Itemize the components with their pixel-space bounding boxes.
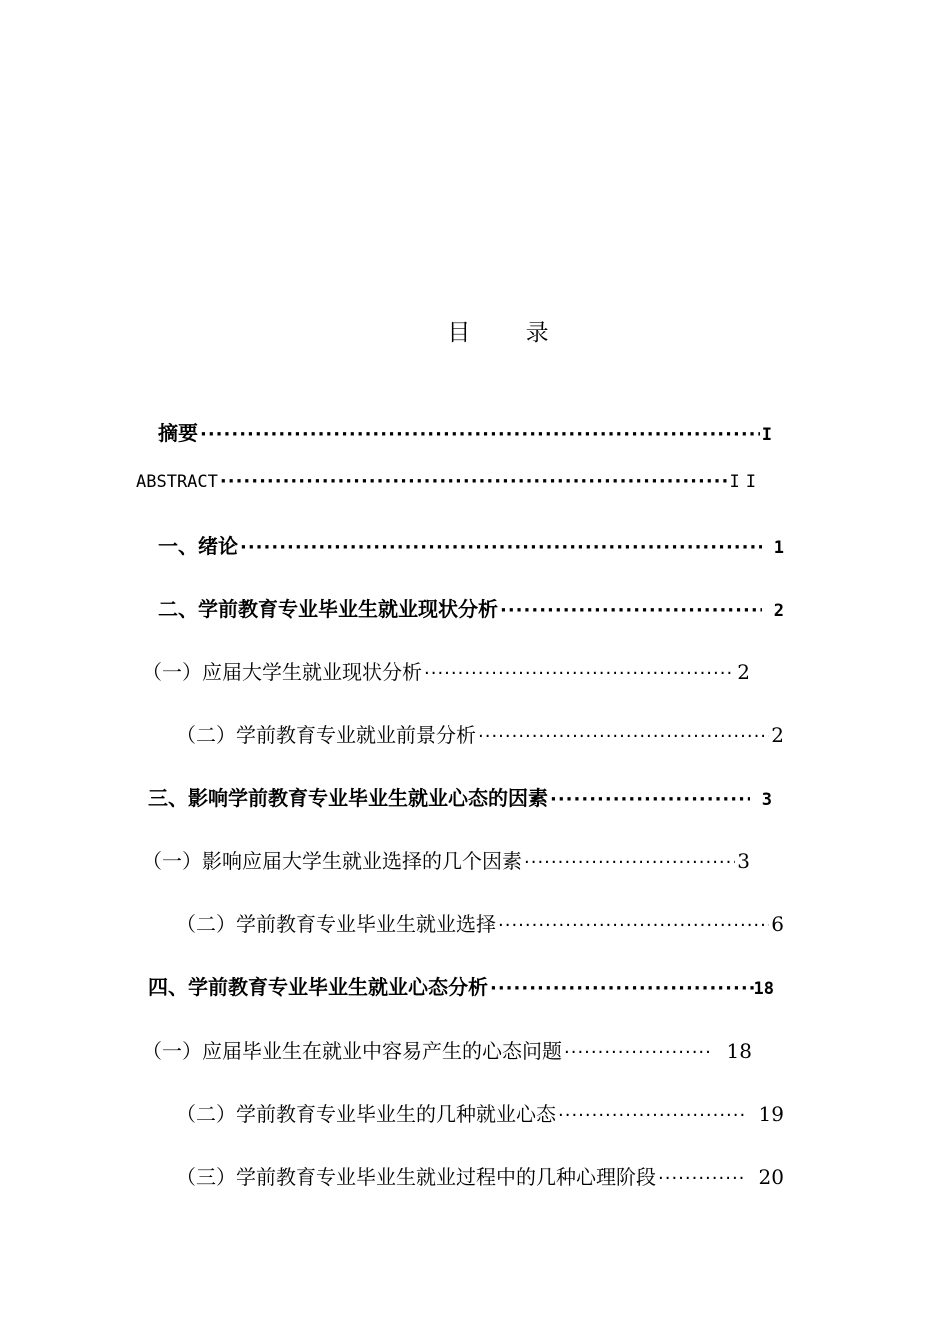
toc-entry-page: 3 bbox=[737, 849, 750, 873]
toc-leader-dots bbox=[240, 533, 762, 563]
toc-leader-dots bbox=[524, 848, 735, 878]
toc-entry-label: （一）影响应届大学生就业选择的几个因素 bbox=[142, 849, 522, 873]
toc-entry-label: 摘要 bbox=[158, 421, 198, 445]
toc-entry-abstract-cn[interactable] bbox=[158, 418, 772, 448]
toc-leader-dots bbox=[478, 722, 769, 752]
toc-leader-dots bbox=[550, 785, 750, 815]
toc-entry-label: 三、影响学前教育专业毕业生就业心态的因素 bbox=[148, 786, 548, 810]
toc-entry-label: （三）学前教育专业毕业生就业过程中的几种心理阶段 bbox=[176, 1165, 656, 1189]
toc-entry-page: 2 bbox=[737, 660, 750, 684]
toc-entry-section-2-1[interactable] bbox=[142, 657, 750, 687]
toc-entry-section-2-2[interactable] bbox=[176, 720, 784, 750]
toc-entry-page: 19 bbox=[758, 1102, 784, 1126]
toc-leader-dots bbox=[424, 659, 735, 689]
toc-entry-chapter-4[interactable] bbox=[148, 972, 774, 1002]
toc-entry-page: II bbox=[729, 472, 762, 492]
toc-entry-section-4-1[interactable] bbox=[142, 1036, 752, 1066]
toc-leader-dots bbox=[200, 420, 760, 450]
toc-entry-page: I bbox=[761, 425, 772, 445]
toc-entry-section-4-2[interactable] bbox=[176, 1099, 784, 1129]
toc-leader-dots bbox=[564, 1038, 713, 1068]
toc-entry-page: 18 bbox=[753, 979, 774, 999]
toc-entry-label: （一）应届毕业生在就业中容易产生的心态问题 bbox=[142, 1039, 562, 1063]
toc-leader-dots bbox=[490, 974, 754, 1004]
toc-entry-label: （一）应届大学生就业现状分析 bbox=[142, 660, 422, 684]
toc-entry-label: （二）学前教育专业就业前景分析 bbox=[176, 723, 476, 747]
toc-leader-dots bbox=[558, 1101, 745, 1131]
toc-entry-chapter-3[interactable] bbox=[148, 783, 772, 813]
toc-entry-page: 20 bbox=[758, 1165, 784, 1189]
toc-entry-page: 2 bbox=[771, 723, 784, 747]
toc-entry-chapter-1[interactable] bbox=[158, 531, 784, 561]
toc-entry-label: 二、学前教育专业毕业生就业现状分析 bbox=[158, 597, 498, 621]
toc-entry-page: 2 bbox=[773, 601, 784, 621]
toc-entry-chapter-2[interactable] bbox=[158, 594, 784, 624]
toc-entry-section-3-1[interactable] bbox=[142, 846, 750, 876]
toc-leader-dots bbox=[500, 596, 762, 626]
toc-entry-label: 四、学前教育专业毕业生就业心态分析 bbox=[148, 975, 488, 999]
toc-entry-section-3-2[interactable] bbox=[176, 909, 784, 939]
toc-entry-label: （二）学前教育专业毕业生的几种就业心态 bbox=[176, 1102, 556, 1126]
toc-entry-page: 18 bbox=[726, 1039, 752, 1063]
toc-leader-dots bbox=[498, 911, 769, 941]
toc-entry-label: （二）学前教育专业毕业生就业选择 bbox=[176, 912, 496, 936]
toc-entry-page: 3 bbox=[761, 790, 772, 810]
toc-entry-abstract-en[interactable] bbox=[136, 467, 762, 497]
toc-title: 目 录 bbox=[447, 320, 573, 346]
toc-entry-label: ABSTRACT bbox=[136, 472, 218, 492]
toc-leader-dots bbox=[220, 467, 728, 497]
toc-entry-page: 1 bbox=[773, 538, 784, 558]
toc-entry-label: 一、绪论 bbox=[158, 534, 238, 558]
toc-entry-section-4-3[interactable] bbox=[176, 1162, 784, 1192]
toc-leader-dots bbox=[658, 1164, 745, 1194]
toc-entry-page: 6 bbox=[771, 912, 784, 936]
